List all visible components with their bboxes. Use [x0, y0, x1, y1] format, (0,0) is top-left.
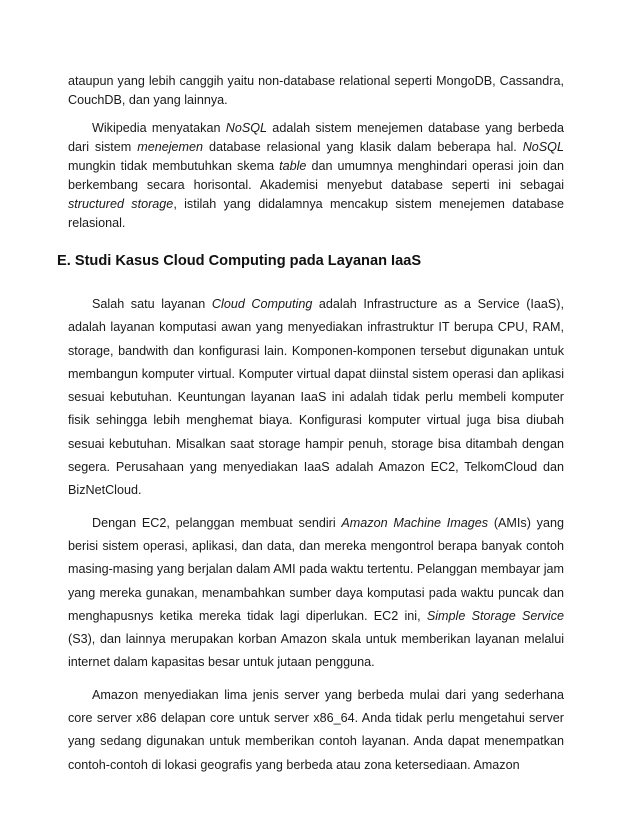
text-run: dan umumnya menghindari operasi join dan berkembang secara horisontal. Akademisi menyebut database seperti ini sebagai	[68, 159, 564, 192]
text-run: Amazon menyediakan lima jenis server yang berbeda mulai dari yang sederhana core server x86 delapan core untuk server x86_64. Anda tidak perlu mengetahui server yang sedang digunakan untuk memberikan contoh layanan. Anda dapat menempatkan contoh-contoh di lokasi geografis yang berbeda atau zona ketersediaan. Amazon	[68, 687, 564, 772]
italic-term: NoSQL	[225, 121, 268, 135]
text-run: Wikipedia menyatakan	[92, 121, 226, 135]
italic-term: menejemen	[137, 140, 204, 154]
text-run: adalah sistem menejemen database yang berbeda dari sistem	[68, 121, 564, 154]
text-run: , istilah yang didalamnya mencakup sistem menejemen database relasional.	[68, 197, 564, 230]
text-run: mungkin tidak membutuhkan skema	[68, 159, 280, 173]
paragraph-ec2	[68, 512, 564, 675]
italic-term: Simple Storage Service	[426, 608, 564, 623]
section-heading: E. Studi Kasus Cloud Computing pada Layanan IaaS	[57, 253, 422, 269]
text-run: adalah Infrastructure as a Service (IaaS), adalah layanan komputasi awan yang menyediakan infrastruktur IT berupa CPU, RAM, storage, bandwith dan konfigurasi lain. Komponen-komponen tersebut digunakan untuk membangun komputer virtual. Komputer virtual dapat diinstal sistem operasi dan aplikasi sesuai kebutuhan. Keuntungan layanan IaaS ini adalah tidak perlu membeli komputer fisik sehingga lebih menghemat biaya. Konfigurasi komputer virtual juga bisa diubah sesuai kebutuhan. Misalkan saat storage hampir penuh, storage bisa ditambah dengan segera. Perusahaan yang menyediakan IaaS adalah Amazon EC2, TelkomCloud dan BizNetCloud.	[68, 297, 564, 498]
paragraph-nosql-definition	[68, 119, 564, 233]
paragraph-continuation	[68, 72, 564, 110]
text-run: (S3), dan lainnya merupakan korban Amazon skala untuk memberikan layanan melalui internet dalam kapasitas besar untuk jutaan pengguna.	[68, 632, 564, 670]
italic-term: table	[279, 159, 307, 173]
italic-term: Cloud Computing	[211, 297, 313, 311]
section-body	[68, 293, 564, 777]
text-run: Dengan EC2, pelanggan membuat sendiri	[92, 515, 342, 530]
paragraph-iaas-intro	[68, 293, 564, 503]
top-text-block	[68, 72, 564, 233]
paragraph-amazon-servers	[68, 684, 564, 777]
text-run: (AMIs) yang berisi sistem operasi, aplikasi, dan data, dan mereka mengontrol berapa banyak contoh masing-masing yang berjalan dalam AMI pada waktu tertentu. Pelanggan membayar jam yang mereka gunakan, menambahkan sumber daya komputasi pada waktu puncak dan menghapusnys ketika mereka tidak lagi diperlukan. EC2 ini,	[68, 515, 564, 623]
italic-term: NoSQL	[522, 140, 564, 154]
text-run: ataupun yang lebih canggih yaitu non-database relational seperti MongoDB, Cassandra, CouchDB, dan yang lainnya.	[68, 74, 564, 107]
text-run: Salah satu layanan	[92, 297, 212, 311]
italic-term: structured storage	[68, 197, 174, 211]
italic-term: Amazon Machine Images	[341, 515, 489, 530]
text-run: database relasional yang klasik dalam beberapa hal.	[203, 140, 523, 154]
